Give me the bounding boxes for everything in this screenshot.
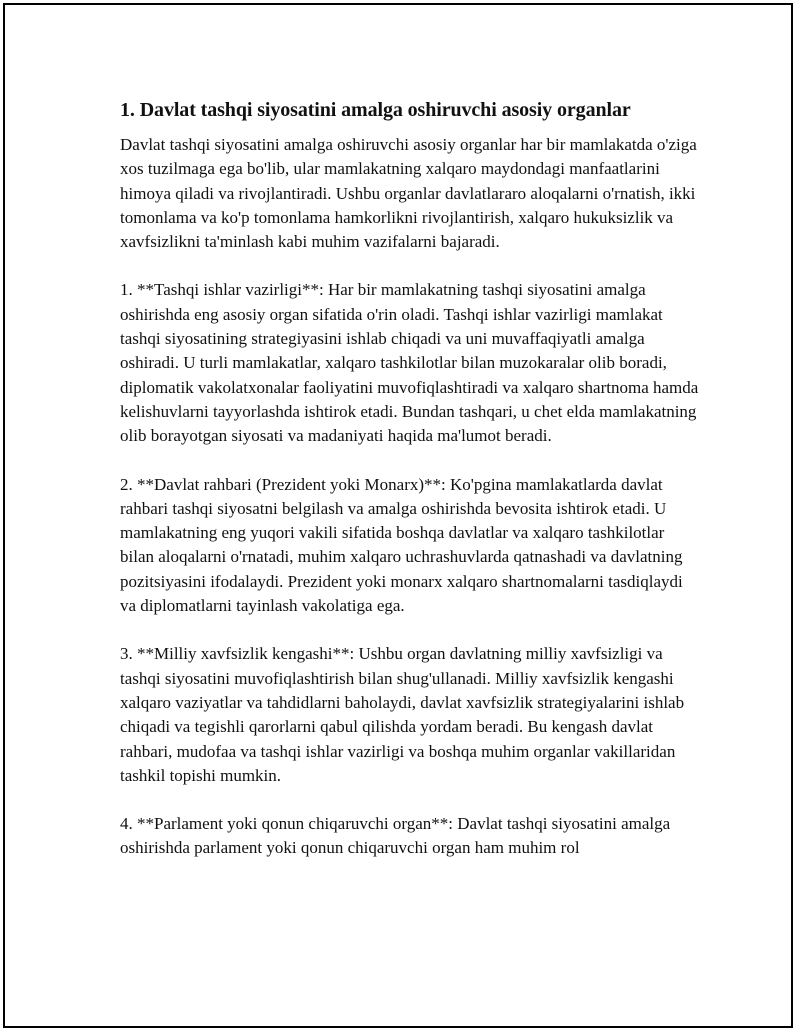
paragraph-head-of-state: 2. **Davlat rahbari (Prezident yoki Monarx)**: Ko'pgina mamlakatlarda davlat rahbari tashqi siyosatni belgilash va amalga oshirishda bevosita ishtirok etadi. U mamlakatning eng yuqori vakili sifatida boshqa davlatlar va xalqaro tashkilotlar bilan aloqalarni o'rnatadi, muhim xalqaro uchrashuvlarda qatnashadi va davlatning pozitsiyasini ifodalaydi. Prezident yoki monarx xalqaro shartnomalarni tasdiqlaydi va diplomatlarni tayinlash vakolatiga ega. bbox=[120, 474, 683, 616]
paragraph-security-council: 3. **Milliy xavfsizlik kengashi**: Ushbu organ davlatning milliy xavfsizligi va tashqi siyosatini muvofiqlashtirish bilan shug'ullanadi. Milliy xavfsizlik kengashi xalqaro vaziyatlar va tahdidlarni baholaydi, davlat xavfsizlik strategiyalarini ishlab chiqadi va tegishli qarorlarni qabul qilishda yordam beradi. Bu kengash davlat rahbari, mudofaa va tashqi ishlar vazirligi va boshqa muhim organlar vakillaridan tashkil topishi mumkin. bbox=[120, 644, 685, 785]
document-content bbox=[120, 97, 700, 885]
paragraph-foreign-ministry: 1. **Tashqi ishlar vazirligi**: Har bir mamlakatning tashqi siyosatini amalga oshirishda eng asosiy organ sifatida o'rin oladi. Tashqi ishlar vazirligi mamlakat tashqi siyosatining strategiyasini ishlab chiqadi va uni muvaffaqiyatli amalga oshiradi. U turli mamlakatlar, xalqaro tashkilotlar bilan muzokaralar olib boradi, diplomatik vakolatxonalar faoliyatini muvofiqlashtiradi va xalqaro shartnoma hamda kelishuvlarni tayyorlashda ishtirok etadi. Bundan tashqari, u chet elda mamlakatning olib borayotgan siyosati va madaniyati haqida ma'lumot beradi. bbox=[120, 280, 699, 446]
document-page bbox=[3, 3, 793, 1028]
paragraph-parliament: 4. **Parlament yoki qonun chiqaruvchi organ**: Davlat tashqi siyosatini amalga oshirishda parlament yoki qonun chiqaruvchi organ ham muhim rol bbox=[120, 814, 671, 858]
document-title: 1. Davlat tashqi siyosatini amalga oshiruvchi asosiy organlar bbox=[120, 99, 631, 121]
intro-paragraph: Davlat tashqi siyosatini amalga oshiruvchi asosiy organlar har bir mamlakatda o'ziga xos tuzilmaga ega bo'lib, ular mamlakatning xalqaro maydondagi manfaatlarini himoya qiladi va rivojlantiradi. Ushbu organlar davlatlararo aloqalarni o'rnatish, ikki tomonlama va ko'p tomonlama hamkorlikni rivojlantirish, xalqaro hukuksizlik va xavfsizlikni ta'minlash kabi muhim vazifalarni bajaradi. bbox=[120, 135, 697, 252]
